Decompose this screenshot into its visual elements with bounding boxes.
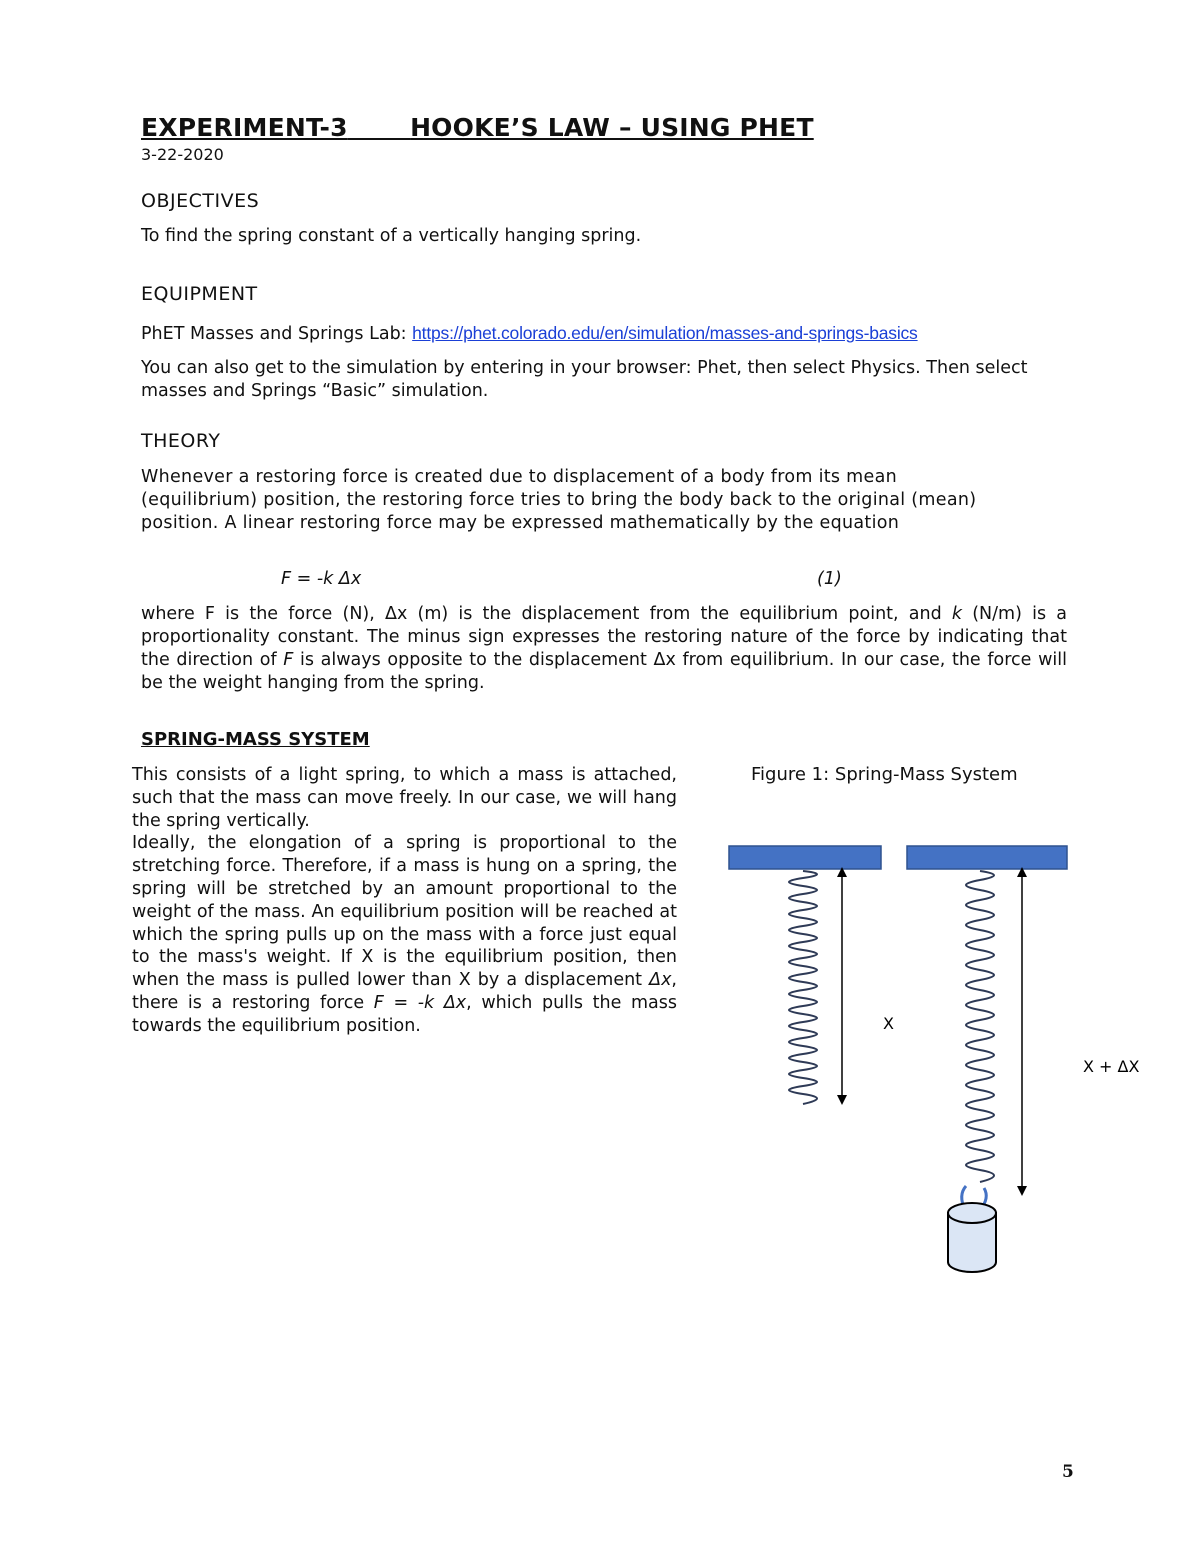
objectives-heading: OBJECTIVES xyxy=(141,190,260,212)
label-x: X xyxy=(883,1014,894,1033)
page-title: EXPERIMENT-3 HOOKE’S LAW – USING PHET xyxy=(141,113,814,142)
spring-mass-para2: Ideally, the elongation of a spring is proportional to the stretching force. Therefore, if a mass is hung on a spring, the spring will be stretched by an amount proportional to the weight of the mass. An equilibrium position will be reached at which the spring pulls up on the mass with a force just equal to the mass's weight. If X is the equilibrium position, then when the mass is pulled lower than X by a displacement Δx, there is a restoring force F = -k Δx, which pulls the mass towards the equilibrium position. xyxy=(132,833,677,1036)
spring-left xyxy=(789,871,817,1104)
label-x-plus-dx: X + ΔX xyxy=(1083,1057,1140,1076)
theory-explanation: where F is the force (N), Δx (m) is the displacement from the equilibrium point, and k (N/m) is a proportionality constant. The minus sign expresses the restoring nature of the force by indicating that the direction of F is always opposite to the displacement Δx from equilibrium. In our case, the force will be the weight hanging from the spring. xyxy=(141,604,1067,693)
equipment-text: You can also get to the simulation by entering in your browser: Phet, then select Physics. Then select masses and Springs “Basic” simulation. xyxy=(141,358,1028,401)
date: 3-22-2020 xyxy=(141,145,224,164)
theory-heading: THEORY xyxy=(141,430,221,452)
page-number: 5 xyxy=(1062,1462,1074,1482)
spring-mass-heading: SPRING-MASS SYSTEM xyxy=(141,729,370,750)
equipment-lab-label: PhET Masses and Springs Lab: xyxy=(141,324,413,344)
objectives-text: To find the spring constant of a vertically hanging spring. xyxy=(141,226,642,246)
equipment-heading: EQUIPMENT xyxy=(141,283,258,305)
spring-mass-para1: This consists of a light spring, to which a mass is attached, such that the mass can move freely. In our case, we will hang the spring vertically. xyxy=(132,765,677,831)
phet-link[interactable]: https://phet.colorado.edu/en/simulation/masses-and-springs-basics xyxy=(412,323,918,343)
equation-number: (1) xyxy=(817,569,842,589)
equation: F = -k Δx xyxy=(281,569,362,589)
support-right xyxy=(907,846,1067,869)
mass-cylinder xyxy=(948,1203,996,1272)
spring-right xyxy=(966,871,994,1182)
theory-text: Whenever a restoring force is created due to displacement of a body from its mean (equilibrium) position, the restoring force tries to bring the body back to the original (mean) position. A linear restoring force may be expressed mathematically by the equation xyxy=(141,467,977,533)
support-left xyxy=(729,846,881,869)
figure-caption: Figure 1: Spring-Mass System xyxy=(751,764,1018,785)
